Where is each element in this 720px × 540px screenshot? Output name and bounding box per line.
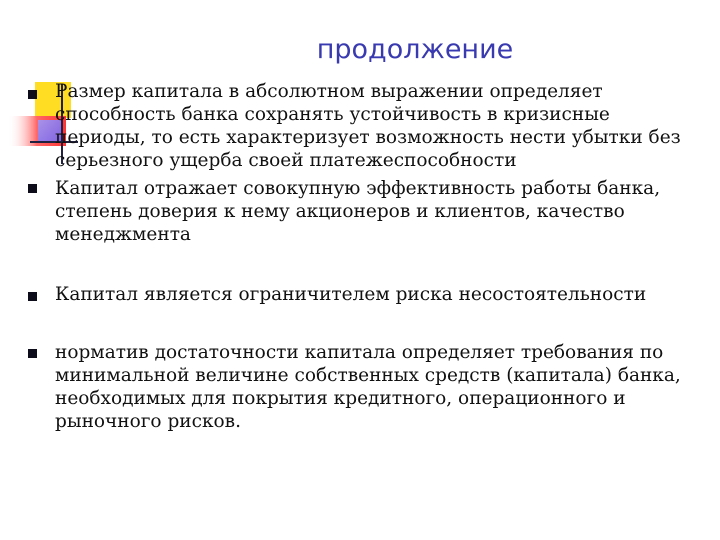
bullet-item-1: Размер капитала в абсолютном выражении определяет способность банка сохранять устойчивость в кризисные периоды, то есть характеризует возможность нести убытки без серьезного ущерба своей платежеспособности bbox=[55, 81, 681, 171]
page-title: продолжение bbox=[316, 34, 514, 65]
bullet-item-4: норматив достаточности капитала определяет требования по минимальной величине собственных средств (капитала) банка, необходимых для покрытия кредитного, операционного и рыночного рисков. bbox=[55, 342, 681, 432]
bullet-marker bbox=[28, 90, 37, 99]
bullet-item-3: Капитал является ограничителем риска несостоятельности bbox=[55, 284, 647, 305]
bullet-item-2: Капитал отражает совокупную эффективность работы банка, степень доверия к нему акционеров и клиентов, качество менеджмента bbox=[55, 178, 661, 245]
bullet-marker bbox=[28, 292, 37, 301]
bullet-marker bbox=[28, 349, 37, 358]
bullet-marker bbox=[28, 184, 37, 193]
